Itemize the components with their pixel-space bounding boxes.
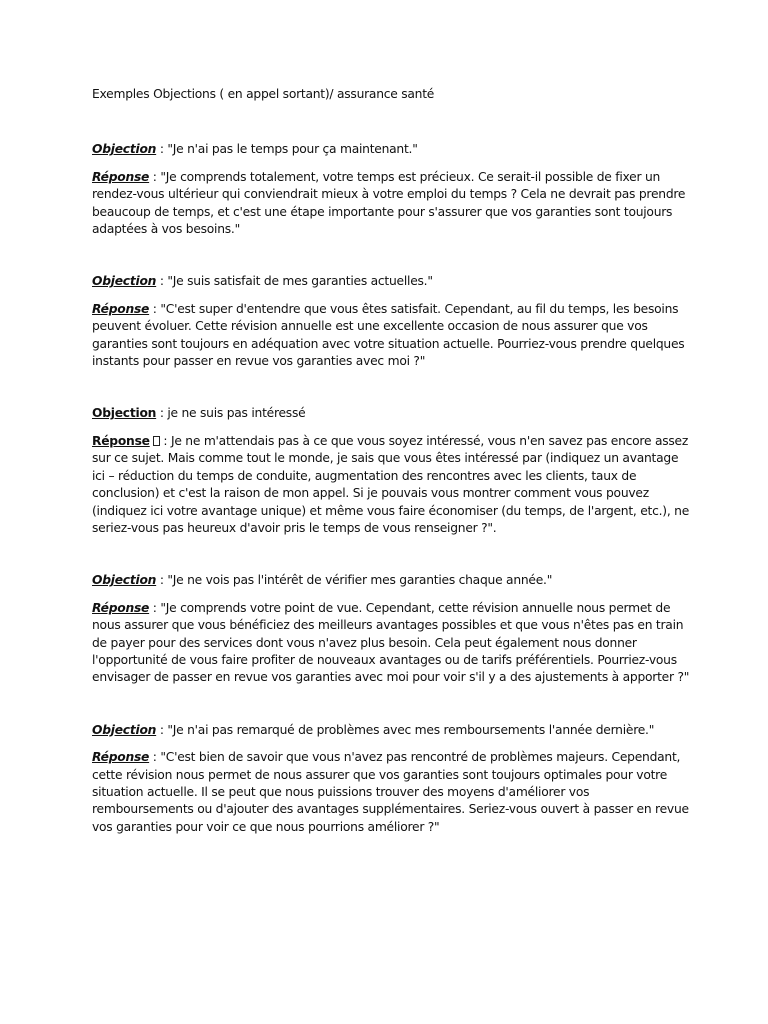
response-text: : "Je comprends totalement, votre temps est précieux. Ce serait-il possible de fixer un rendez-vous ultérieur qui conviendrait mieux à votre emploi du temps ? Cela ne devrait pas prendre beaucoup de temps, et c'est une étape importante pour s'assurer que vos garanties sont toujours adaptées à vos besoins." [92,169,686,237]
response-text: : "C'est super d'entendre que vous êtes satisfait. Cependant, au fil du temps, les besoins peuvent évoluer. Cette révision annuelle est une excellente occasion de nous assurer que vos garanties sont toujours en adéquation avec votre situation actuelle. Pourriez-vous prendre quelques instants pour passer en revue vos garanties avec moi ?" [92,301,685,369]
response-text: : Je ne m'attendais pas à ce que vous soyez intéressé, vous n'en savez pas encore assez sur ce sujet. Mais comme tout le monde, je sais que vous êtes intéressé par (indiquez un avantage ici – réduction du temps de conduite, augmentation des rencontres avec les clients, taux de conclusion) et c'est la raison de mon appel. Si je pouvais vous montrer comment vous pouvez (indiquez ici votre avantage unique) et même vous faire économiser (du temps, de l'argent, etc.), ne seriez-vous pas heureux d'avoir pris le temps de vous renseigner ?". [92,433,690,535]
objection-text: : "Je n'ai pas remarqué de problèmes avec mes remboursements l'année dernière." [156,722,655,737]
response-label: Réponse [92,169,150,184]
response-paragraph [92,749,692,836]
objection-line [92,722,692,739]
objection-text: : je ne suis pas intéressé [156,406,306,421]
objection-line [92,273,692,290]
objection-label: Objection [92,573,157,588]
objection-block-5 [92,722,692,836]
objection-block-2 [92,273,692,370]
objection-block-3 [92,405,692,537]
objection-block-4 [92,572,692,686]
objection-text: : "Je n'ai pas le temps pour ça maintenant." [156,142,418,157]
response-label: Réponse [92,600,150,615]
response-paragraph [92,169,692,239]
objection-label: Objection [92,722,157,737]
response-text: : "Je comprends votre point de vue. Cependant, cette révision annuelle nous permet de nous assurer que vous bénéficiez des meilleurs avantages possibles et que vous n'êtes pas en train de payer pour des services dont vous n'avez plus besoin. Cela peut également nous donner l'opportunité de vous faire profiter de nouveaux avantages ou de tarifs préférentiels. Pourriez-vous envisager de passer en revue vos garanties avec moi pour voir s'il y a des ajustements à apporter ?" [92,600,690,685]
missing-glyph-icon [153,436,160,446]
response-label: Réponse [92,750,150,765]
objection-text: : "Je suis satisfait de mes garanties actuelles." [156,274,433,289]
response-text: : "C'est bien de savoir que vous n'avez pas rencontré de problèmes majeurs. Cependant, cette révision nous permet de nous assurer que vos garanties sont toujours optimales pour votre situation actuelle. Il se peut que nous puissions trouver des moyens d'améliorer vos remboursements ou d'ajouter des avantages supplémentaires. Seriez-vous ouvert à passer en revue vos garanties pour voir ce que nous pourrions améliorer ?" [92,750,689,834]
response-label: Réponse [92,301,150,316]
objection-line [92,141,692,158]
objection-block-1 [92,141,692,238]
response-paragraph [92,600,692,687]
objection-line [92,405,692,422]
response-label: Réponse [92,433,150,448]
objection-label: Objection [92,406,157,421]
document-page [92,86,692,836]
objection-text: : "Je ne vois pas l'intérêt de vérifier mes garanties chaque année." [156,573,553,588]
response-paragraph [92,301,692,371]
objection-label: Objection [92,142,157,157]
objection-label: Objection [92,274,157,289]
document-title: Exemples Objections ( en appel sortant)/ assurance santé [92,87,435,101]
objection-line [92,572,692,589]
response-paragraph [92,433,692,537]
